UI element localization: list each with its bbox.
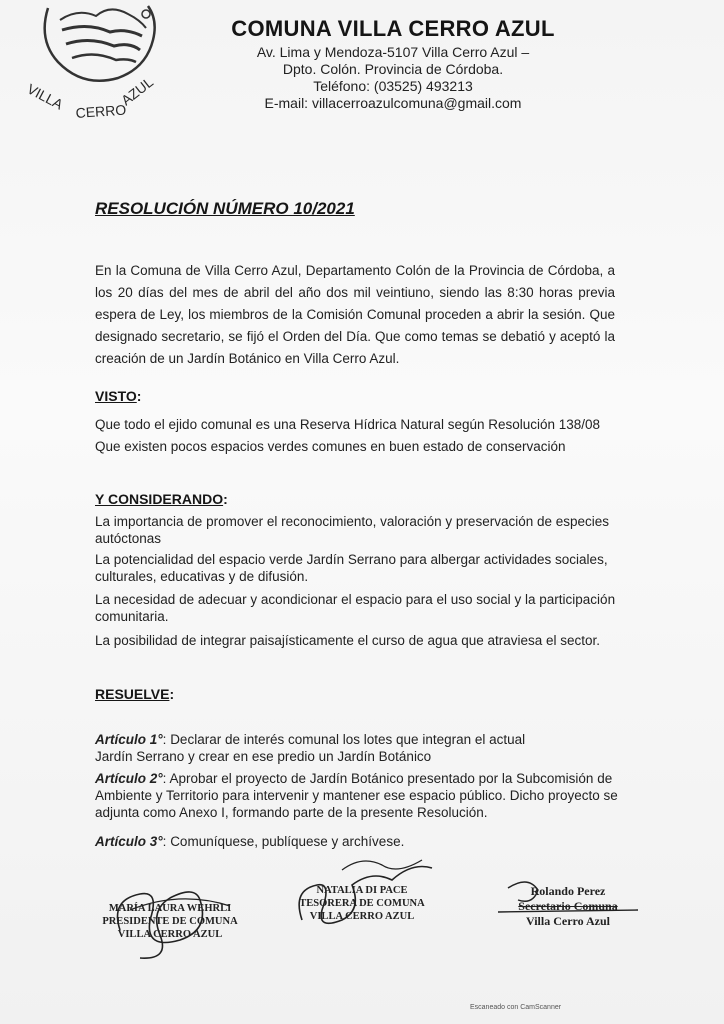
considerando-item: La posibilidad de integrar paisajísticamente el curso de agua que atraviesa el sector.	[95, 633, 601, 648]
svg-text:CERRO: CERRO	[75, 101, 127, 121]
scanner-watermark: Escaneado con CamScanner	[470, 1004, 562, 1011]
signature-president	[90, 880, 250, 970]
intro-paragraph: En la Comuna de Villa Cerro Azul, Departamento Colón de la Provincia de Córdoba, a los 20 días del mes de abril del año dos mil veintiuno, siendo las 8:30 horas previa espera de Ley, los miembros de la Comisión Comunal proceden a abrir la sesión. Que designado secretario, se fijó el Orden del Día. Que como temas se debatió y aceptó la creación de un Jardín Botánico en Villa Cerro Azul.	[95, 263, 615, 366]
resuelve-heading: RESUELVE:	[95, 686, 175, 702]
resolution-title: RESOLUCIÓN NÚMERO 10/2021	[95, 199, 355, 218]
article-text: Aprobar el proyecto de Jardín Botánico presentado por la Subcomisión de Ambiente y Territorio para intervenir y mantener ese espacio público. Dicho proyecto se adjunta como Anexo I, formando parte de la presente Resolución.	[95, 771, 618, 820]
signer-place: VILLA CERRO AZUL	[117, 929, 223, 940]
article-label: Artículo 1°	[95, 732, 163, 747]
letterhead	[228, 16, 558, 112]
article-label: Artículo 2°	[95, 771, 163, 786]
visto-line: Que existen pocos espacios verdes comunes en buen estado de conservación	[95, 439, 566, 454]
signer-place: VILLA CERRO AZUL	[309, 911, 415, 922]
considerando-item: La potencialidad del espacio verde Jardín Serrano para albergar actividades sociales, culturales, educativas y de difusión.	[95, 552, 608, 584]
address-line-2: Dpto. Colón. Provincia de Córdoba.	[282, 61, 504, 77]
villa-cerro-azul-logo-icon	[18, 0, 168, 130]
signature-secretary	[488, 870, 648, 950]
signer-role: Secretario Comuna	[518, 899, 618, 913]
article-3: Artículo 3°: Comuníquese, publíquese y archívese.	[95, 834, 405, 849]
svg-text:VILLA: VILLA	[24, 80, 66, 113]
considerando-heading: Y CONSIDERANDO:	[95, 491, 228, 507]
signer-place: Villa Cerro Azul	[526, 914, 610, 928]
signer-name: MARÍA LAURA WEHRLI	[108, 903, 232, 914]
phone: Teléfono: (03525) 493213	[313, 78, 473, 94]
signature-treasurer	[282, 850, 442, 950]
article-text: Comuníquese, publíquese y archívese.	[170, 834, 405, 849]
visto-heading: VISTO:	[95, 388, 142, 404]
article-text: Declarar de interés comunal los lotes que integran el actual Jardín Serrano y crear en ese predio un Jardín Botánico	[95, 732, 526, 764]
email: E-mail: villacerroazulcomuna@gmail.com	[264, 95, 522, 111]
signer-role: PRESIDENTE DE COMUNA	[102, 916, 238, 927]
signer-role: TESORERA DE COMUNA	[299, 898, 425, 909]
article-label: Artículo 3°	[95, 834, 163, 849]
article-1: Artículo 1°: Declarar de interés comunal los lotes que integran el actual Jardín Serrano y crear en ese predio un Jardín Botánico	[95, 732, 526, 764]
considerando-item: La necesidad de adecuar y acondicionar el espacio para el uso social y la participación comunitaria.	[95, 592, 616, 624]
svg-text:AZUL: AZUL	[117, 73, 157, 109]
considerando-item: La importancia de promover el reconocimiento, valoración y preservación de especies autóctonas	[95, 514, 610, 546]
signer-name: Rolando Perez	[530, 884, 606, 898]
visto-line: Que todo el ejido comunal es una Reserva Hídrica Natural según Resolución 138/08	[95, 417, 601, 432]
article-2: Artículo 2°: Aprobar el proyecto de Jardín Botánico presentado por la Subcomisión de Ambiente y Territorio para intervenir y mantener ese espacio público. Dicho proyecto se adjunta como Anexo I, formando parte de la presente Resolución.	[95, 771, 618, 820]
org-name: COMUNA VILLA CERRO AZUL	[231, 16, 555, 41]
address-line-1: Av. Lima y Mendoza-5107 Villa Cerro Azul –	[256, 44, 530, 60]
signer-name: NATALIA DI PACE	[316, 885, 408, 896]
